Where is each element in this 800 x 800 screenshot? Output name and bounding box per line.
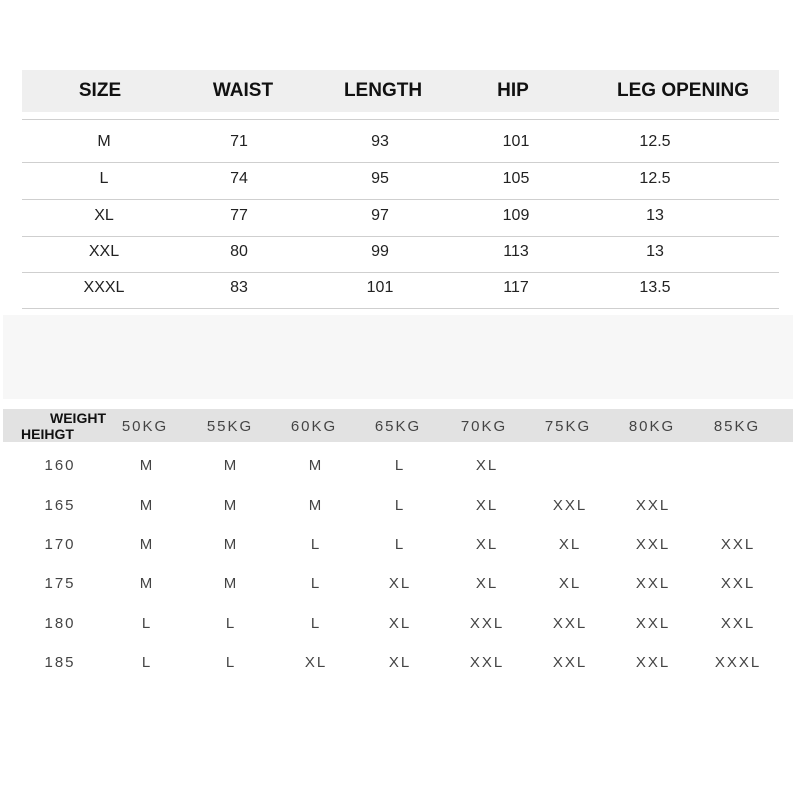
weight-header: 75KG (544, 418, 592, 435)
weight-header: 70KG (460, 418, 508, 435)
cell-size: L (99, 170, 109, 187)
size-recommendation: XXL (720, 536, 756, 553)
corner-weight-label: WEIGHT (50, 410, 106, 426)
cell-size: XL (94, 207, 114, 224)
size-recommendation: L (225, 654, 237, 671)
size-recommendation: XXXL (714, 654, 762, 671)
header-divider (22, 119, 779, 120)
cell-hip: 105 (502, 170, 530, 187)
cell-length: 97 (371, 207, 389, 224)
height-label: 165 (44, 497, 76, 514)
size-recommendation: XXL (635, 654, 671, 671)
size-recommendation: XXL (552, 654, 588, 671)
cell-leg-opening: 13 (646, 207, 664, 224)
size-recommendation: M (308, 457, 324, 474)
section-divider-block (3, 315, 793, 399)
size-recommendation: XL (388, 575, 412, 592)
cell-waist: 74 (230, 170, 248, 187)
cell-hip: 117 (503, 279, 529, 296)
size-recommendation: M (223, 575, 239, 592)
table-row (22, 200, 779, 237)
table-row (0, 530, 800, 560)
size-recommendation: M (308, 497, 324, 514)
size-recommendation: XL (475, 497, 499, 514)
size-recommendation: XL (475, 536, 499, 553)
size-recommendation: XXL (469, 654, 505, 671)
size-table-header (22, 70, 779, 112)
table-row (0, 648, 800, 678)
weight-height-header (3, 409, 793, 442)
table-row (0, 491, 800, 521)
table-row (22, 236, 779, 273)
header-size: SIZE (78, 80, 122, 101)
size-recommendation: M (223, 457, 239, 474)
corner-height-label: HEIHGT (21, 426, 74, 442)
size-recommendation: L (310, 615, 322, 632)
size-recommendation: XXL (635, 536, 671, 553)
size-recommendation: XXL (635, 615, 671, 632)
header-waist: WAIST (212, 80, 274, 101)
cell-length: 95 (371, 170, 389, 187)
height-label: 185 (44, 654, 76, 671)
cell-length: 93 (371, 133, 389, 150)
weight-header: 60KG (290, 418, 338, 435)
size-recommendation: XXL (635, 497, 671, 514)
size-recommendation: L (394, 536, 406, 553)
header-leg-opening: LEG OPENING (617, 80, 749, 101)
cell-waist: 83 (230, 279, 248, 296)
size-recommendation: L (394, 497, 406, 514)
size-recommendation: XXL (552, 497, 588, 514)
size-recommendation: XL (558, 536, 582, 553)
weight-header: 80KG (628, 418, 676, 435)
cell-hip: 101 (502, 133, 530, 150)
table-row (22, 272, 779, 309)
size-recommendation: L (394, 457, 406, 474)
size-recommendation: L (225, 615, 237, 632)
height-label: 160 (44, 457, 76, 474)
weight-header: 65KG (374, 418, 422, 435)
size-recommendation: L (141, 615, 153, 632)
size-recommendation: M (139, 536, 155, 553)
table-row (0, 569, 800, 599)
height-label: 175 (44, 575, 76, 592)
size-recommendation: XL (558, 575, 582, 592)
size-recommendation: XL (475, 575, 499, 592)
size-recommendation: XL (304, 654, 328, 671)
cell-leg-opening: 12.5 (639, 170, 671, 187)
size-recommendation: L (310, 575, 322, 592)
weight-header: 50KG (121, 418, 169, 435)
cell-leg-opening: 13.5 (639, 279, 671, 296)
cell-hip: 109 (502, 207, 530, 224)
cell-length: 99 (371, 243, 389, 260)
table-row (22, 163, 779, 200)
height-label: 180 (44, 615, 76, 632)
weight-header: 85KG (713, 418, 761, 435)
size-recommendation: XXL (720, 575, 756, 592)
header-length: LENGTH (343, 80, 423, 101)
cell-waist: 77 (230, 207, 248, 224)
header-hip: HIP (497, 80, 529, 101)
cell-length: 101 (366, 279, 394, 296)
size-recommendation: L (310, 536, 322, 553)
size-recommendation: M (139, 575, 155, 592)
table-row (0, 609, 800, 639)
size-recommendation: XXL (469, 615, 505, 632)
size-recommendation: XL (388, 654, 412, 671)
size-recommendation: L (141, 654, 153, 671)
size-recommendation: XXL (635, 575, 671, 592)
cell-waist: 80 (230, 243, 248, 260)
table-row (0, 451, 800, 481)
cell-leg-opening: 13 (646, 243, 664, 260)
cell-leg-opening: 12.5 (639, 133, 671, 150)
cell-waist: 71 (230, 133, 248, 150)
cell-size: XXL (88, 243, 120, 260)
cell-size: XXXL (83, 279, 125, 296)
cell-hip: 113 (503, 243, 529, 260)
size-recommendation: XXL (720, 615, 756, 632)
height-label: 170 (44, 536, 76, 553)
cell-size: M (97, 133, 111, 150)
table-row (22, 126, 779, 163)
size-recommendation: M (139, 457, 155, 474)
size-recommendation: M (223, 536, 239, 553)
size-recommendation: M (223, 497, 239, 514)
weight-header: 55KG (206, 418, 254, 435)
size-recommendation: M (139, 497, 155, 514)
size-recommendation: XL (475, 457, 499, 474)
size-recommendation: XXL (552, 615, 588, 632)
size-recommendation: XL (388, 615, 412, 632)
